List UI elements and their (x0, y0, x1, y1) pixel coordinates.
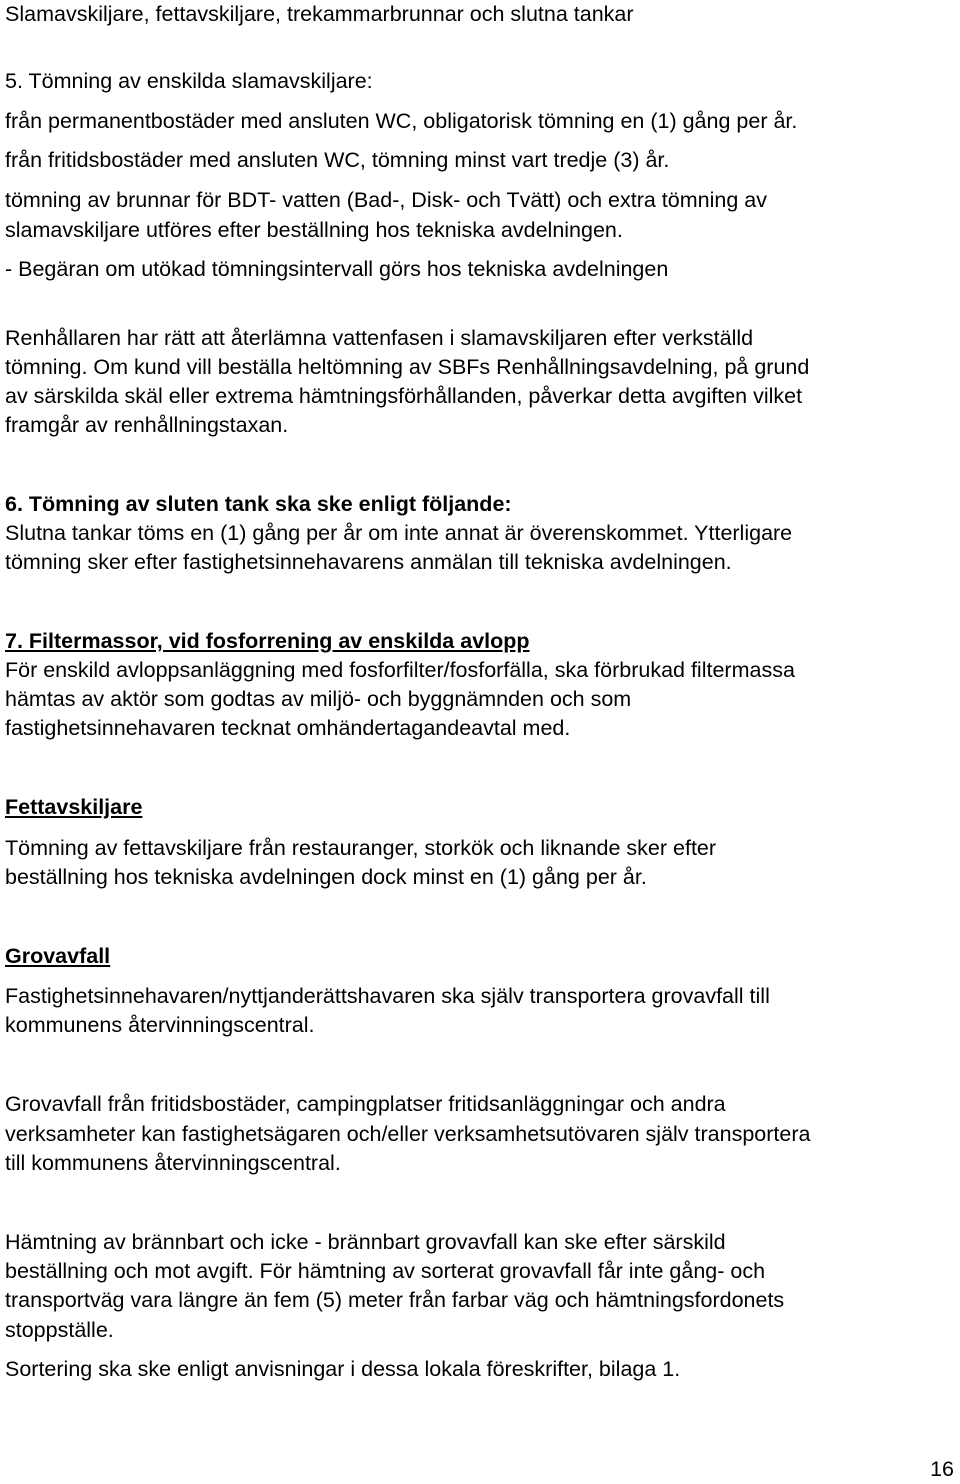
paragraph-line: framgår av renhållningstaxan. (5, 413, 289, 437)
grovavfall-line: Hämtning av brännbart och icke - brännbart grovavfall kan ske efter särskild (5, 1230, 726, 1254)
section-5-line: från permanentbostäder med ansluten WC, obligatorisk tömning en (1) gång per år. (5, 109, 798, 133)
page-header-text: Slamavskiljare, fettavskiljare, trekammarbrunnar och slutna tankar (5, 2, 634, 26)
section-5-line: - Begäran om utökad tömningsintervall görs hos tekniska avdelningen (5, 257, 669, 281)
page-number: 16 (930, 1457, 954, 1481)
grovavfall-heading: Grovavfall (5, 944, 111, 968)
grovavfall-line: verksamheter kan fastighetsägaren och/eller verksamhetsutövaren själv transportera (5, 1122, 811, 1146)
grovavfall-line: till kommunens återvinningscentral. (5, 1151, 341, 1175)
section-6-line: tömning sker efter fastighetsinnehavarens anmälan till tekniska avdelningen. (5, 550, 732, 574)
grovavfall-line: kommunens återvinningscentral. (5, 1013, 315, 1037)
grovavfall-line: Sortering ska ske enligt anvisningar i dessa lokala föreskrifter, bilaga 1. (5, 1357, 681, 1381)
paragraph-line: Renhållaren har rätt att återlämna vattenfasen i slamavskiljaren efter verkställd (5, 326, 754, 350)
section-5-title: 5. Tömning av enskilda slamavskiljare: (5, 69, 373, 93)
grovavfall-line: stoppställe. (5, 1318, 114, 1342)
fettavskiljare-line: beställning hos tekniska avdelningen dock minst en (1) gång per år. (5, 865, 647, 889)
section-7-line: För enskild avloppsanläggning med fosforfilter/fosforfälla, ska förbrukad filtermassa (5, 658, 795, 682)
grovavfall-line: transportväg vara längre än fem (5) meter från farbar väg och hämtningsfordonets (5, 1288, 785, 1312)
section-6-line: Slutna tankar töms en (1) gång per år om inte annat är överenskommet. Ytterligare (5, 521, 793, 545)
section-7-title: 7. Filtermassor, vid fosforrening av enskilda avlopp (5, 629, 530, 653)
grovavfall-line: Fastighetsinnehavaren/nyttjanderättshavaren ska själv transportera grovavfall till (5, 984, 770, 1008)
section-7-line: hämtas av aktör som godtas av miljö- och byggnämnden och som (5, 687, 632, 711)
section-5-line: tömning av brunnar för BDT- vatten (Bad-, Disk- och Tvätt) och extra tömning av (5, 188, 767, 212)
grovavfall-line: Grovavfall från fritidsbostäder, campingplatser fritidsanläggningar och andra (5, 1092, 726, 1116)
fettavskiljare-line: Tömning av fettavskiljare från restauranger, storkök och liknande sker efter (5, 836, 717, 860)
section-6-title: 6. Tömning av sluten tank ska ske enligt följande: (5, 492, 512, 516)
fettavskiljare-heading: Fettavskiljare (5, 795, 143, 819)
paragraph-line: tömning. Om kund vill beställa heltömning av SBFs Renhållningsavdelning, på grund (5, 355, 810, 379)
section-5-line: slamavskiljare utföres efter beställning hos tekniska avdelningen. (5, 218, 623, 242)
section-7-line: fastighetsinnehavaren tecknat omhändertagandeavtal med. (5, 716, 571, 740)
section-5-line: från fritidsbostäder med ansluten WC, tömning minst vart tredje (3) år. (5, 148, 670, 172)
grovavfall-line: beställning och mot avgift. För hämtning av sorterat grovavfall får inte gång- och (5, 1259, 766, 1283)
paragraph-line: av särskilda skäl eller extrema hämtningsförhållanden, påverkar detta avgiften vilket (5, 384, 803, 408)
